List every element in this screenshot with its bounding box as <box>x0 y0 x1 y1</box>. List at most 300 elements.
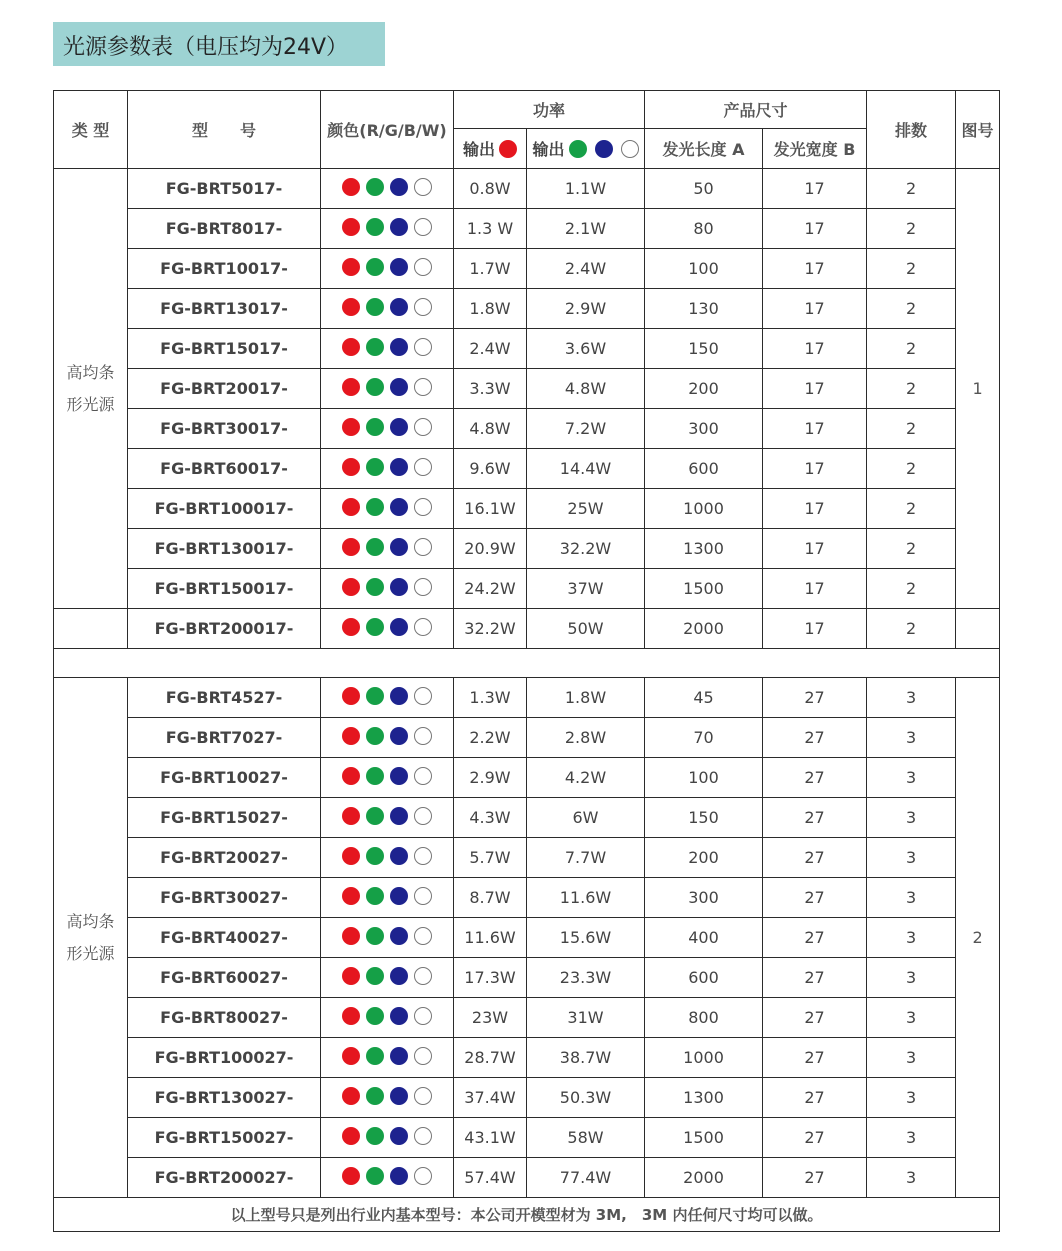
green-dot-icon <box>366 927 384 945</box>
blue-dot-icon <box>390 1087 408 1105</box>
power-gbw-cell: 14.4W <box>527 449 645 489</box>
white-dot-icon <box>414 178 432 196</box>
width-cell: 27 <box>763 1158 867 1198</box>
model-cell: FG-BRT4527- <box>128 678 321 718</box>
red-dot-icon <box>342 927 360 945</box>
red-dot-icon <box>342 847 360 865</box>
row-count-cell: 2 <box>867 489 956 529</box>
color-dots-cell <box>321 1078 454 1118</box>
power-gbw-cell: 11.6W <box>527 878 645 918</box>
table-row <box>54 489 1000 529</box>
footer-row <box>54 1198 1000 1232</box>
white-dot-icon <box>414 847 432 865</box>
red-dot-icon <box>342 418 360 436</box>
width-cell: 17 <box>763 409 867 449</box>
power-red-cell: 4.3W <box>454 798 527 838</box>
power-gbw-cell: 77.4W <box>527 1158 645 1198</box>
white-dot-icon <box>414 1047 432 1065</box>
power-gbw-cell: 4.2W <box>527 758 645 798</box>
row-count-cell: 2 <box>867 449 956 489</box>
color-dots <box>342 458 432 476</box>
category-label-line1: 高均条 <box>66 362 115 382</box>
color-dots <box>342 1007 432 1025</box>
color-dots-cell <box>321 758 454 798</box>
color-dots-cell <box>321 609 454 649</box>
color-dots <box>342 538 432 556</box>
length-cell: 1500 <box>645 1118 763 1158</box>
model-cell: FG-BRT20027- <box>128 838 321 878</box>
width-cell: 17 <box>763 169 867 209</box>
blue-dot-icon <box>390 218 408 236</box>
row-count-cell: 3 <box>867 1038 956 1078</box>
color-dots <box>342 338 432 356</box>
model-cell: FG-BRT60017- <box>128 449 321 489</box>
red-dot-icon <box>342 338 360 356</box>
length-cell: 45 <box>645 678 763 718</box>
blue-dot-icon <box>390 767 408 785</box>
power-gbw-cell: 1.1W <box>527 169 645 209</box>
red-dot-icon <box>342 378 360 396</box>
power-gbw-cell: 31W <box>527 998 645 1038</box>
red-dot-icon <box>342 218 360 236</box>
power-red-cell: 3.3W <box>454 369 527 409</box>
white-dot-icon <box>414 1127 432 1145</box>
table-row <box>54 798 1000 838</box>
length-cell: 200 <box>645 369 763 409</box>
power-gbw-cell: 1.8W <box>527 678 645 718</box>
category-cell <box>54 169 128 609</box>
white-dot-icon <box>414 258 432 276</box>
header-output-gbw: 输出 <box>527 129 645 169</box>
power-gbw-cell: 7.2W <box>527 409 645 449</box>
header-power: 功率 <box>454 91 645 129</box>
power-red-cell: 17.3W <box>454 958 527 998</box>
blue-dot-icon <box>390 498 408 516</box>
red-dot-icon <box>342 967 360 985</box>
blue-dot-icon <box>595 140 613 158</box>
width-cell: 17 <box>763 489 867 529</box>
color-dots-cell <box>321 1158 454 1198</box>
blue-dot-icon <box>390 178 408 196</box>
width-cell: 17 <box>763 209 867 249</box>
length-cell: 200 <box>645 838 763 878</box>
color-dots-cell <box>321 998 454 1038</box>
power-gbw-cell: 2.9W <box>527 289 645 329</box>
power-red-cell: 20.9W <box>454 529 527 569</box>
power-gbw-cell: 2.4W <box>527 249 645 289</box>
model-cell: FG-BRT150027- <box>128 1118 321 1158</box>
title-banner <box>53 22 385 66</box>
power-red-cell: 37.4W <box>454 1078 527 1118</box>
row-count-cell: 3 <box>867 918 956 958</box>
blue-dot-icon <box>390 887 408 905</box>
model-cell: FG-BRT30027- <box>128 878 321 918</box>
green-dot-icon <box>366 498 384 516</box>
red-dot-icon <box>342 178 360 196</box>
white-dot-icon <box>414 218 432 236</box>
length-cell: 800 <box>645 998 763 1038</box>
power-gbw-cell: 23.3W <box>527 958 645 998</box>
color-dots <box>342 578 432 596</box>
blue-dot-icon <box>390 847 408 865</box>
model-cell: FG-BRT60027- <box>128 958 321 998</box>
color-dots <box>342 847 432 865</box>
length-cell: 1000 <box>645 489 763 529</box>
width-cell: 17 <box>763 329 867 369</box>
color-dots-cell <box>321 489 454 529</box>
width-cell: 27 <box>763 1118 867 1158</box>
green-dot-icon <box>366 258 384 276</box>
white-dot-icon <box>414 927 432 945</box>
blue-dot-icon <box>390 458 408 476</box>
power-red-cell: 43.1W <box>454 1118 527 1158</box>
white-dot-icon <box>414 458 432 476</box>
color-dots-cell <box>321 1038 454 1078</box>
table-row <box>54 569 1000 609</box>
header-size: 产品尺寸 <box>645 91 867 129</box>
white-dot-icon <box>414 1087 432 1105</box>
color-dots <box>342 887 432 905</box>
blue-dot-icon <box>390 298 408 316</box>
width-cell: 17 <box>763 609 867 649</box>
model-cell: FG-BRT40027- <box>128 918 321 958</box>
color-dots-cell <box>321 329 454 369</box>
width-cell: 27 <box>763 1038 867 1078</box>
color-dots-cell <box>321 449 454 489</box>
power-red-cell: 5.7W <box>454 838 527 878</box>
white-dot-icon <box>414 1007 432 1025</box>
model-cell: FG-BRT7027- <box>128 718 321 758</box>
color-dots <box>342 618 432 636</box>
length-cell: 150 <box>645 329 763 369</box>
model-cell: FG-BRT130027- <box>128 1078 321 1118</box>
width-cell: 17 <box>763 289 867 329</box>
power-gbw-cell: 58W <box>527 1118 645 1158</box>
red-dot-icon <box>342 727 360 745</box>
length-cell: 1500 <box>645 569 763 609</box>
blue-dot-icon <box>390 1007 408 1025</box>
table-row <box>54 249 1000 289</box>
color-dots-cell <box>321 569 454 609</box>
width-cell: 27 <box>763 798 867 838</box>
color-dots <box>342 498 432 516</box>
row-count-cell: 2 <box>867 409 956 449</box>
power-gbw-cell: 3.6W <box>527 329 645 369</box>
model-cell: FG-BRT30017- <box>128 409 321 449</box>
length-cell: 300 <box>645 878 763 918</box>
table-row <box>54 369 1000 409</box>
length-cell: 600 <box>645 958 763 998</box>
length-cell: 1300 <box>645 529 763 569</box>
color-dots <box>342 927 432 945</box>
header-output-red: 输出 <box>454 129 527 169</box>
header-color: 颜色(R/G/B/W) <box>321 91 454 169</box>
power-gbw-cell: 32.2W <box>527 529 645 569</box>
red-dot-icon <box>499 140 517 158</box>
white-dot-icon <box>414 538 432 556</box>
color-dots <box>342 767 432 785</box>
color-dots <box>342 178 432 196</box>
length-cell: 2000 <box>645 1158 763 1198</box>
power-red-cell: 24.2W <box>454 569 527 609</box>
table-row <box>54 718 1000 758</box>
power-red-cell: 16.1W <box>454 489 527 529</box>
power-gbw-cell: 2.1W <box>527 209 645 249</box>
blue-dot-icon <box>390 578 408 596</box>
color-dots <box>342 727 432 745</box>
row-count-cell: 3 <box>867 1118 956 1158</box>
model-cell: FG-BRT15017- <box>128 329 321 369</box>
figure-number-cell: 2 <box>956 678 1000 1198</box>
green-dot-icon <box>366 418 384 436</box>
footer-note: 以上型号只是列出行业内基本型号：本公司开模型材为 3M, 3M 内任何尺寸均可以做。 <box>54 1198 1000 1232</box>
row-count-cell: 3 <box>867 1078 956 1118</box>
row-count-cell: 2 <box>867 369 956 409</box>
row-count-cell: 3 <box>867 678 956 718</box>
color-dots-cell <box>321 678 454 718</box>
model-cell: FG-BRT10027- <box>128 758 321 798</box>
width-cell: 27 <box>763 678 867 718</box>
width-cell: 17 <box>763 449 867 489</box>
power-red-cell: 1.8W <box>454 289 527 329</box>
row-count-cell: 2 <box>867 569 956 609</box>
color-dots-cell <box>321 918 454 958</box>
green-dot-icon <box>366 338 384 356</box>
row-count-cell: 2 <box>867 169 956 209</box>
model-cell: FG-BRT150017- <box>128 569 321 609</box>
red-dot-icon <box>342 807 360 825</box>
power-red-cell: 9.6W <box>454 449 527 489</box>
green-dot-icon <box>366 298 384 316</box>
blue-dot-icon <box>390 618 408 636</box>
white-dot-icon <box>414 807 432 825</box>
green-dot-icon <box>366 458 384 476</box>
power-red-cell: 2.4W <box>454 329 527 369</box>
model-cell: FG-BRT13017- <box>128 289 321 329</box>
power-gbw-cell: 15.6W <box>527 918 645 958</box>
model-cell: FG-BRT20017- <box>128 369 321 409</box>
width-cell: 27 <box>763 758 867 798</box>
table-row <box>54 169 1000 209</box>
color-dots <box>342 378 432 396</box>
white-dot-icon <box>414 687 432 705</box>
power-red-cell: 28.7W <box>454 1038 527 1078</box>
power-red-cell: 8.7W <box>454 878 527 918</box>
row-count-cell: 3 <box>867 998 956 1038</box>
width-cell: 17 <box>763 369 867 409</box>
width-cell: 27 <box>763 998 867 1038</box>
green-dot-icon <box>366 1167 384 1185</box>
table-row <box>54 529 1000 569</box>
table-row <box>54 449 1000 489</box>
width-cell: 17 <box>763 249 867 289</box>
length-cell: 150 <box>645 798 763 838</box>
width-cell: 27 <box>763 958 867 998</box>
white-dot-icon <box>414 727 432 745</box>
spacer-row <box>54 649 1000 678</box>
color-dots <box>342 298 432 316</box>
color-dots-cell <box>321 958 454 998</box>
green-dot-icon <box>366 1047 384 1065</box>
red-dot-icon <box>342 258 360 276</box>
color-dots <box>342 1167 432 1185</box>
color-dots <box>342 1127 432 1145</box>
green-dot-icon <box>366 378 384 396</box>
green-dot-icon <box>366 178 384 196</box>
blue-dot-icon <box>390 1167 408 1185</box>
color-dots <box>342 258 432 276</box>
green-dot-icon <box>366 218 384 236</box>
table-row <box>54 289 1000 329</box>
model-cell: FG-BRT100017- <box>128 489 321 529</box>
width-cell: 17 <box>763 529 867 569</box>
color-dots-cell <box>321 718 454 758</box>
model-cell: FG-BRT8017- <box>128 209 321 249</box>
red-dot-icon <box>342 1167 360 1185</box>
color-dots-cell <box>321 798 454 838</box>
table-row <box>54 678 1000 718</box>
row-count-cell: 2 <box>867 249 956 289</box>
red-dot-icon <box>342 538 360 556</box>
power-gbw-cell: 2.8W <box>527 718 645 758</box>
length-cell: 1000 <box>645 1038 763 1078</box>
green-dot-icon <box>366 1127 384 1145</box>
red-dot-icon <box>342 1127 360 1145</box>
red-dot-icon <box>342 298 360 316</box>
table-row <box>54 1038 1000 1078</box>
blue-dot-icon <box>390 378 408 396</box>
width-cell: 27 <box>763 1078 867 1118</box>
length-cell: 80 <box>645 209 763 249</box>
model-cell: FG-BRT130017- <box>128 529 321 569</box>
row-count-cell: 2 <box>867 209 956 249</box>
color-dots-cell <box>321 409 454 449</box>
color-dots-cell <box>321 249 454 289</box>
row-count-cell: 3 <box>867 958 956 998</box>
table-row <box>54 838 1000 878</box>
white-dot-icon <box>414 298 432 316</box>
header-rows: 排数 <box>867 91 956 169</box>
table-row <box>54 609 1000 649</box>
table-row <box>54 209 1000 249</box>
header-type: 类 型 <box>54 91 128 169</box>
power-gbw-cell: 25W <box>527 489 645 529</box>
model-cell: FG-BRT100027- <box>128 1038 321 1078</box>
red-dot-icon <box>342 1047 360 1065</box>
white-dot-icon <box>414 418 432 436</box>
color-dots-cell <box>321 878 454 918</box>
power-red-cell: 57.4W <box>454 1158 527 1198</box>
color-dots <box>342 967 432 985</box>
model-cell: FG-BRT200017- <box>128 609 321 649</box>
power-red-cell: 1.3W <box>454 678 527 718</box>
power-gbw-cell: 4.8W <box>527 369 645 409</box>
green-dot-icon <box>569 140 587 158</box>
header-length: 发光长度 A <box>645 129 763 169</box>
power-red-cell: 23W <box>454 998 527 1038</box>
red-dot-icon <box>342 1007 360 1025</box>
white-dot-icon <box>414 767 432 785</box>
color-dots-cell <box>321 1118 454 1158</box>
power-red-cell: 0.8W <box>454 169 527 209</box>
white-dot-icon <box>414 967 432 985</box>
table-row <box>54 1158 1000 1198</box>
length-cell: 300 <box>645 409 763 449</box>
power-red-cell: 2.9W <box>454 758 527 798</box>
blue-dot-icon <box>390 687 408 705</box>
table-row <box>54 958 1000 998</box>
row-count-cell: 2 <box>867 609 956 649</box>
parameter-table <box>53 90 1000 1232</box>
color-dots-cell <box>321 838 454 878</box>
page-title: 光源参数表（电压均为24V） <box>63 35 349 60</box>
color-dots-cell <box>321 289 454 329</box>
color-dots <box>342 807 432 825</box>
white-dot-icon <box>414 338 432 356</box>
power-gbw-cell: 50.3W <box>527 1078 645 1118</box>
color-dots <box>342 218 432 236</box>
length-cell: 1300 <box>645 1078 763 1118</box>
header-model: 型 号 <box>128 91 321 169</box>
row-count-cell: 2 <box>867 329 956 369</box>
width-cell: 17 <box>763 569 867 609</box>
table-row <box>54 758 1000 798</box>
table-row <box>54 1078 1000 1118</box>
red-dot-icon <box>342 498 360 516</box>
white-dot-icon <box>621 140 639 158</box>
blue-dot-icon <box>390 967 408 985</box>
blue-dot-icon <box>390 538 408 556</box>
figure-number-cell: 1 <box>956 169 1000 609</box>
row-count-cell: 3 <box>867 878 956 918</box>
color-dots <box>342 1087 432 1105</box>
red-dot-icon <box>342 1087 360 1105</box>
green-dot-icon <box>366 727 384 745</box>
blue-dot-icon <box>390 1047 408 1065</box>
width-cell: 27 <box>763 838 867 878</box>
blue-dot-icon <box>390 258 408 276</box>
table-row <box>54 918 1000 958</box>
width-cell: 27 <box>763 918 867 958</box>
row-count-cell: 3 <box>867 1158 956 1198</box>
red-dot-icon <box>342 578 360 596</box>
blue-dot-icon <box>390 727 408 745</box>
green-dot-icon <box>366 618 384 636</box>
length-cell: 50 <box>645 169 763 209</box>
red-dot-icon <box>342 887 360 905</box>
power-gbw-cell: 50W <box>527 609 645 649</box>
length-cell: 70 <box>645 718 763 758</box>
red-dot-icon <box>342 687 360 705</box>
color-dots <box>342 687 432 705</box>
power-red-cell: 32.2W <box>454 609 527 649</box>
empty-category-cell <box>54 609 128 649</box>
spacer-cell <box>54 649 1000 678</box>
green-dot-icon <box>366 967 384 985</box>
table-row <box>54 998 1000 1038</box>
power-gbw-cell: 6W <box>527 798 645 838</box>
category-label-line2: 形光源 <box>66 943 115 963</box>
red-dot-icon <box>342 458 360 476</box>
color-dots-cell <box>321 169 454 209</box>
white-dot-icon <box>414 887 432 905</box>
row-count-cell: 3 <box>867 718 956 758</box>
white-dot-icon <box>414 618 432 636</box>
header-fig: 图号 <box>956 91 1000 169</box>
red-dot-icon <box>342 767 360 785</box>
length-cell: 2000 <box>645 609 763 649</box>
table-row <box>54 329 1000 369</box>
